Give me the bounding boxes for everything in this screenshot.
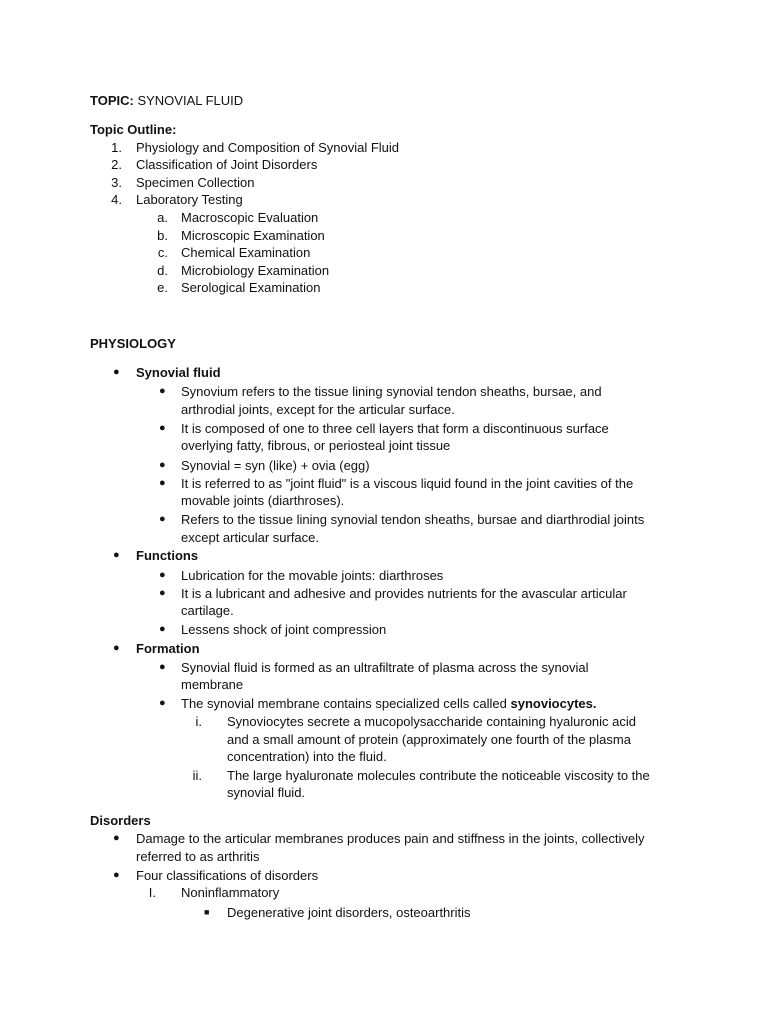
formation-title: Formation [136, 641, 200, 656]
functions-line-3: cartilage. [181, 603, 234, 618]
synovial-fluid-title: Synovial fluid [136, 365, 221, 380]
formation-sub-line-2: and a small amount of protein (approximately one fourth of the plasma [227, 732, 631, 747]
functions-line-1: Lubrication for the movable joints: diarthroses [181, 568, 444, 583]
disorders-heading: Disorders [90, 813, 151, 828]
synovial-line-4: overlying fatty, fibrous, or periosteal joint tissue [181, 438, 451, 453]
bullet-icon: ● [159, 569, 166, 581]
synovial-line-8: Refers to the tissue lining synovial tendon sheaths, bursae and diarthrodial joints [181, 512, 645, 527]
bullet-icon: ● [113, 642, 120, 654]
outline-subitem-b: Microscopic Examination [181, 228, 325, 243]
outline-submarker-c: c. [157, 245, 168, 260]
physiology-heading: PHYSIOLOGY [90, 336, 176, 351]
synovial-line-2: arthrodial joints, except for the articular surface. [181, 402, 455, 417]
outline-marker-3: 3. [111, 175, 122, 190]
bullet-icon: ● [159, 697, 166, 709]
outline-item-2: Classification of Joint Disorders [136, 157, 318, 172]
bullet-icon: ● [113, 549, 120, 561]
bullet-icon: ● [159, 513, 166, 525]
outline-marker-4: 4. [111, 192, 122, 207]
formation-sub-line-3: concentration) into the fluid. [227, 749, 387, 764]
functions-line-4: Lessens shock of joint compression [181, 622, 387, 637]
topic-label: TOPIC: [90, 93, 134, 108]
outline-subitem-c: Chemical Examination [181, 245, 311, 260]
outline-subitem-e: Serological Examination [181, 280, 321, 295]
class-marker-I: I. [148, 885, 156, 900]
formation-line-3 [181, 695, 597, 712]
bullet-icon: ● [113, 832, 120, 844]
outline-submarker-b: b. [157, 228, 168, 243]
class-sub-item: Degenerative joint disorders, osteoarthritis [227, 905, 471, 920]
formation-sub-line-1: Synoviocytes secrete a mucopolysaccharide containing hyaluronic acid [227, 714, 636, 729]
outline-submarker-a: a. [157, 210, 168, 225]
bullet-icon: ● [113, 869, 120, 881]
bullet-icon: ● [159, 385, 166, 397]
disorders-line-3: Four classifications of disorders [136, 868, 319, 883]
outline-submarker-e: e. [157, 280, 168, 295]
outline-heading: Topic Outline: [90, 122, 177, 137]
roman-marker-i: i. [195, 714, 202, 729]
topic-line [90, 92, 243, 109]
disorders-line-2: referred to as arthritis [136, 849, 260, 864]
class-label: Noninflammatory [181, 885, 280, 900]
bullet-icon: ● [159, 623, 166, 635]
formation-sub-line-5: synovial fluid. [227, 785, 306, 800]
outline-item-4: Laboratory Testing [136, 192, 243, 207]
bullet-icon: ● [113, 366, 120, 378]
outline-marker-2: 2. [111, 157, 122, 172]
synovial-line-6: It is referred to as "joint fluid" is a viscous liquid found in the joint cavities of the [181, 476, 634, 491]
formation-line-1: Synovial fluid is formed as an ultrafiltrate of plasma across the synovial [181, 660, 589, 675]
synoviocytes-term: synoviocytes. [510, 696, 597, 711]
outline-subitem-d: Microbiology Examination [181, 263, 330, 278]
bullet-icon: ● [159, 587, 166, 599]
functions-title: Functions [136, 548, 199, 563]
bullet-icon: ● [159, 422, 166, 434]
bullet-icon: ● [159, 661, 166, 673]
bullet-icon: ● [159, 477, 166, 489]
outline-submarker-d: d. [157, 263, 168, 278]
outline-subitem-a: Macroscopic Evaluation [181, 210, 319, 225]
disorders-line-1: Damage to the articular membranes produces pain and stiffness in the joints, collectively [136, 831, 645, 846]
formation-line-3-text: The synovial membrane contains specialized cells called [181, 696, 511, 711]
formation-line-2: membrane [181, 677, 244, 692]
outline-marker-1: 1. [111, 140, 122, 155]
synovial-line-3: It is composed of one to three cell layers that form a discontinuous surface [181, 421, 609, 436]
synovial-line-1: Synovium refers to the tissue lining synovial tendon sheaths, bursae, and [181, 384, 602, 399]
synovial-line-9: except articular surface. [181, 530, 320, 545]
bullet-icon: ● [159, 459, 166, 471]
square-bullet-icon: ■ [204, 907, 210, 917]
functions-line-2: It is a lubricant and adhesive and provides nutrients for the avascular articular [181, 586, 627, 601]
synovial-line-7: movable joints (diarthroses). [181, 493, 345, 508]
roman-marker-ii: ii. [192, 768, 202, 783]
outline-item-1: Physiology and Composition of Synovial Fluid [136, 140, 400, 155]
outline-item-3: Specimen Collection [136, 175, 255, 190]
synovial-line-5: Synovial = syn (like) + ovia (egg) [181, 458, 370, 473]
topic-value: SYNOVIAL FLUID [133, 93, 244, 108]
formation-sub-line-4: The large hyaluronate molecules contribute the noticeable viscosity to the [227, 768, 650, 783]
